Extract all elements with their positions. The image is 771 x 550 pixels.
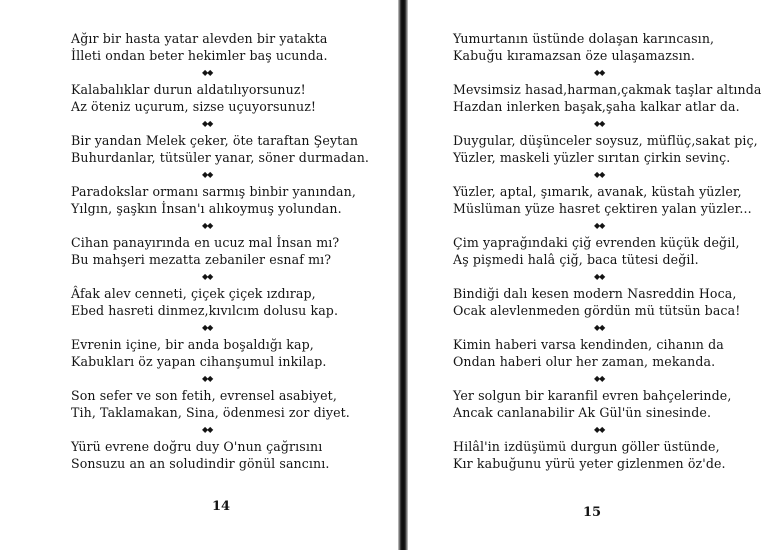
stanza-ornament: ◆◆ [594, 322, 605, 332]
verse-line: Hazdan inlerken başak,şaha kalkar atlar da. [453, 99, 740, 114]
verse-line: Ağır bir hasta yatar alevden bir yatakta [71, 31, 328, 46]
verse-line: Bindiği dalı kesen modern Nasreddin Hoca, [453, 286, 737, 301]
verse-line: Ondan haberi olur her zaman, mekanda. [453, 354, 716, 369]
stanza [71, 285, 398, 336]
verse-line: Tih, Taklamakan, Sina, ödenmesi zor diyet. [71, 405, 350, 420]
verse-line: Ebed hasreti dinmez,kıvılcım dolusu kap. [71, 303, 339, 318]
verse-line: Yer solgun bir karanfil evren bahçelerinde, [453, 388, 732, 403]
stanza-ornament: ◆◆ [202, 271, 213, 281]
verse-line: Buhurdanlar, tütsüler yanar, söner durmadan. [71, 150, 370, 165]
stanza [71, 234, 398, 285]
verse-line: Yürü evrene doğru duy O'nun çağrısını [71, 439, 323, 454]
stanza [453, 30, 771, 81]
stanza [453, 183, 771, 234]
right-page [408, 0, 771, 550]
right-page-poem [453, 30, 771, 489]
verse-line: Sonsuzu an an soludindir gönül sancını. [71, 456, 330, 471]
stanza [453, 387, 771, 438]
verse-line: İlleti ondan beter hekimler baş ucunda. [71, 48, 328, 63]
stanza-ornament: ◆◆ [594, 271, 605, 281]
left-page-poem [71, 30, 398, 489]
verse-line: Ancak canlanabilir Ak Gül'ün sinesinde. [453, 405, 712, 420]
verse-line: Duygular, düşünceler soysuz, müflüç,sakat piç, [453, 133, 758, 148]
stanza [453, 132, 771, 183]
stanza [453, 438, 771, 489]
verse-line: Hilâl'in izdüşümü durgun göller üstünde, [453, 439, 720, 454]
verse-line: Cihan panayırında en ucuz mal İnsan mı? [71, 235, 340, 250]
stanza [453, 336, 771, 387]
verse-line: Mevsimsiz hasad,harman,çakmak taşlar altında [453, 82, 762, 97]
verse-line: Evrenin içine, bir anda boşaldığı kap, [71, 337, 314, 352]
stanza-ornament: ◆◆ [594, 67, 605, 77]
stanza-ornament: ◆◆ [202, 424, 213, 434]
stanza-ornament: ◆◆ [594, 373, 605, 383]
verse-line: Paradokslar ormanı sarmış binbir yanından, [71, 184, 356, 199]
stanza-ornament: ◆◆ [202, 373, 213, 383]
stanza-ornament: ◆◆ [202, 118, 213, 128]
stanza-ornament: ◆◆ [202, 220, 213, 230]
stanza [453, 234, 771, 285]
stanza-ornament: ◆◆ [594, 220, 605, 230]
stanza [71, 30, 398, 81]
verse-line: Kimin haberi varsa kendinden, cihanın da [453, 337, 724, 352]
stanza-ornament: ◆◆ [202, 67, 213, 77]
book-gutter [398, 0, 408, 550]
stanza-ornament: ◆◆ [202, 322, 213, 332]
verse-line: Yüzler, aptal, şımarık, avanak, küstah yüzler, [453, 184, 742, 199]
stanza [71, 132, 398, 183]
verse-line: Kabuğu kıramazsan öze ulaşamazsın. [453, 48, 696, 63]
stanza [453, 81, 771, 132]
stanza-ornament: ◆◆ [202, 169, 213, 179]
verse-line: Yılgın, şaşkın İnsan'ı alıkoymuş yolundan. [71, 201, 342, 216]
verse-line: Az öteniz uçurum, sizse uçuyorsunuz! [71, 99, 317, 114]
stanza [71, 336, 398, 387]
page-number: 14 [212, 499, 231, 514]
stanza [71, 183, 398, 234]
verse-line: Müslüman yüze hasret çektiren yalan yüzler... [453, 201, 752, 216]
verse-line: Kabukları öz yapan cihanşumul inkilap. [71, 354, 327, 369]
stanza-ornament: ◆◆ [594, 169, 605, 179]
stanza-ornament: ◆◆ [594, 424, 605, 434]
verse-line: Ocak alevlenmeden gördün mü tütsün baca! [453, 303, 741, 318]
verse-line: Aş pişmedi halâ çiğ, baca tütesi değil. [453, 252, 699, 267]
verse-line: Kır kabuğunu yürü yeter gizlenmen öz'de. [453, 456, 726, 471]
verse-line: Yumurtanın üstünde dolaşan karıncasın, [453, 31, 715, 46]
stanza-ornament: ◆◆ [594, 118, 605, 128]
verse-line: Bu mahşeri mezatta zebaniler esnaf mı? [71, 252, 332, 267]
verse-line: Bir yandan Melek çeker, öte taraftan Şeytan [71, 133, 359, 148]
stanza [71, 81, 398, 132]
verse-line: Âfak alev cenneti, çiçek çiçek ızdırap, [71, 286, 316, 301]
stanza [71, 387, 398, 438]
page-number: 15 [583, 505, 602, 520]
stanza [453, 285, 771, 336]
stanza [71, 438, 398, 489]
verse-line: Çim yaprağındaki çiğ evrenden küçük değil, [453, 235, 740, 250]
verse-line: Yüzler, maskeli yüzler sırıtan çirkin sevinç. [453, 150, 731, 165]
verse-line: Kalabalıklar durun aldatılıyorsunuz! [71, 82, 306, 97]
verse-line: Son sefer ve son fetih, evrensel asabiyet, [71, 388, 337, 403]
